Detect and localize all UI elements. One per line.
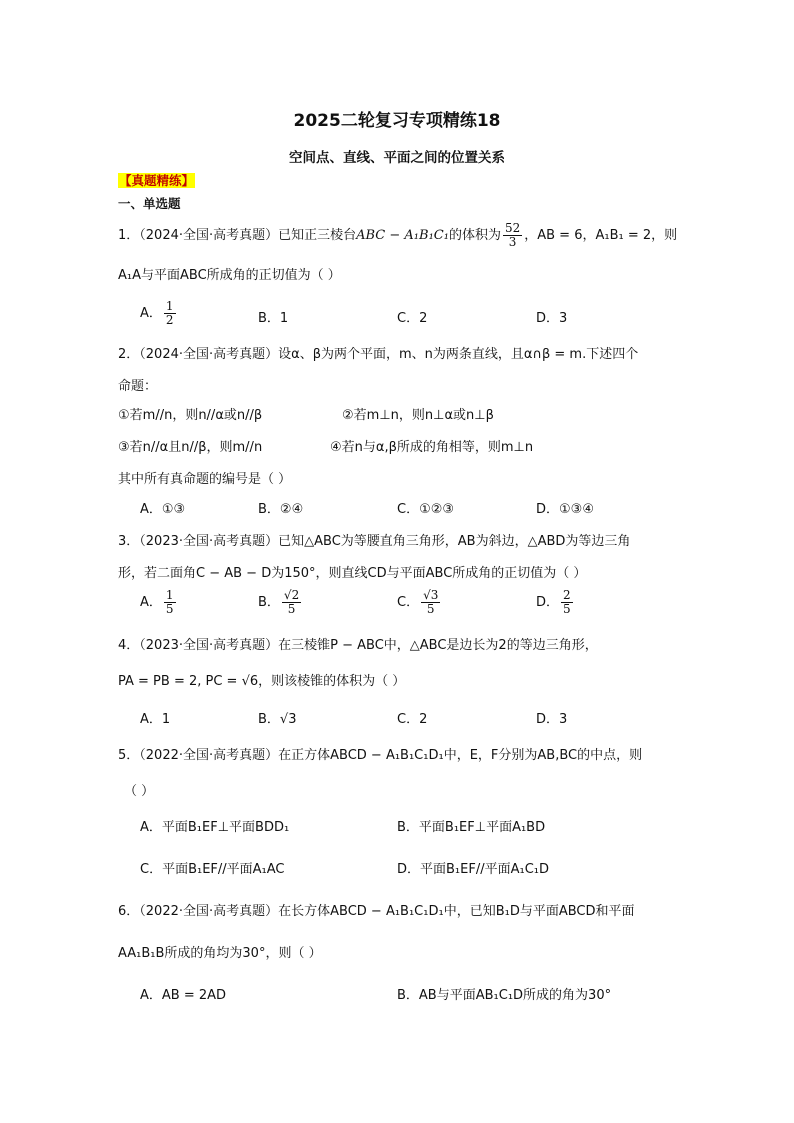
q2-option-d: D．①③④ [536,502,594,517]
question-6-line-2: AA₁B₁B所成的角均为30°，则（ ） [118,946,322,961]
q1-option-d: D．3 [536,311,568,326]
question-1-line-1 [118,222,677,249]
question-4-line-2: PA = PB = 2, PC = √6，则该棱锥的体积为（ ） [118,674,406,689]
q5-option-c: C．平面B₁EF//平面A₁AC [140,862,285,877]
q3-option-a-fraction [164,589,176,616]
q1-option-a-label: A． [140,306,162,321]
question-1-line-2: A₁A与平面ABC所成角的正切值为（ ） [118,268,341,283]
question-5-line-2: （ ） [124,784,155,799]
q3-option-d [536,589,575,616]
question-3-line-1: 3．（2023·全国·高考真题）已知△ABC为等腰直角三角形，AB为斜边，△ABD为等边三角 [118,534,631,549]
q3-option-c-fraction [421,589,440,616]
q3-option-a-label: A． [140,595,162,610]
q4-option-a: A．1 [140,712,171,727]
q3-option-a [140,589,178,616]
q1-opt-a-num: 1 [165,299,174,313]
q3-opt-a-num: 1 [165,588,174,602]
q2-option-a: A．①③ [140,502,186,517]
q3-opt-a-den: 5 [165,602,174,616]
q1-text-a: 1．（2024·全国·高考真题）已知正三棱台 [118,228,357,243]
question-4-line-1: 4．（2023·全国·高考真题）在三棱锥P − ABC中，△ABC是边长为2的等边三角形， [118,638,598,653]
q1-expr: ABC − A₁B₁C₁ [356,228,449,243]
question-2-line-1: 2．（2024·全国·高考真题）设α、β为两个平面，m、n为两条直线，且α∩β = m.下述四个 [118,347,639,362]
q6-option-a: A．AB = 2AD [140,988,227,1003]
q4-option-c: C．2 [397,712,428,727]
page-subtitle: 空间点、直线、平面之间的位置关系 [289,150,505,166]
question-6-line-1: 6．（2022·全国·高考真题）在长方体ABCD − A₁B₁C₁D₁中，已知B₁D与平面ABCD和平面 [118,904,635,919]
q5-option-a: A．平面B₁EF⊥平面BDD₁ [140,820,290,835]
q3-opt-c-den: 5 [426,602,435,616]
q1-frac-den: 3 [508,235,517,249]
q3-opt-b-den: 5 [287,602,296,616]
q1-option-c: C．2 [397,311,428,326]
q5-option-b: B．平面B₁EF⊥平面A₁BD [397,820,546,835]
section-tag [118,171,195,189]
q3-opt-d-den: 5 [563,602,571,616]
q2-proposition-4: ④若n与α,β所成的角相等，则m⊥n [330,440,534,455]
q6-option-b: B．AB与平面AB₁C₁D所成的角为30° [397,988,612,1003]
section-heading: 一、单选题 [118,196,181,211]
q1-volume-fraction [503,222,522,249]
q3-option-b-fraction [282,589,301,616]
question-2-line-2: 命题： [118,379,158,394]
q2-proposition-1: ①若m//n，则n//α或n//β [118,408,263,423]
q1-option-a-fraction [164,300,176,327]
q3-opt-d-num: 2 [563,588,571,602]
q3-option-d-label: D． [536,595,560,610]
q1-option-b: B．1 [258,311,289,326]
question-3-line-2: 形，若二面角C − AB − D为150°，则直线CD与平面ABC所成角的正切值为（ ） [118,566,587,581]
q3-opt-b-num: √2 [283,588,300,602]
q1-text-b: 的体积为 [448,228,501,243]
question-2-line-5: 其中所有真命题的编号是（ ） [118,472,292,487]
q4-option-d: D．3 [536,712,568,727]
q3-option-b [258,589,303,616]
q1-opt-a-den: 2 [165,313,174,327]
q3-option-c-label: C． [397,595,420,610]
q2-option-b: B．②④ [258,502,304,517]
page-title: 2025二轮复习专项精练18 [293,111,501,131]
section-tag-label: 【真题精练】 [119,173,195,188]
q5-option-d: D．平面B₁EF//平面A₁C₁D [397,862,549,877]
q1-frac-num: 52 [504,221,521,235]
q1-text-c: ，AB = 6，A₁B₁ = 2，则 [524,228,678,243]
q3-option-b-label: B． [258,595,280,610]
q4-option-b: B．√3 [258,712,297,727]
q3-option-d-fraction [561,589,573,616]
q3-option-c [397,589,442,616]
q2-proposition-2: ②若m⊥n，则n⊥α或n⊥β [342,408,494,423]
q2-proposition-3: ③若n//α且n//β，则m//n [118,440,263,455]
question-5-line-1: 5．（2022·全国·高考真题）在正方体ABCD − A₁B₁C₁D₁中，E，F分别为AB,BC的中点，则 [118,748,643,763]
q2-option-c: C．①②③ [397,502,455,517]
q3-opt-c-num: √3 [423,588,439,602]
q1-option-a [140,300,178,327]
